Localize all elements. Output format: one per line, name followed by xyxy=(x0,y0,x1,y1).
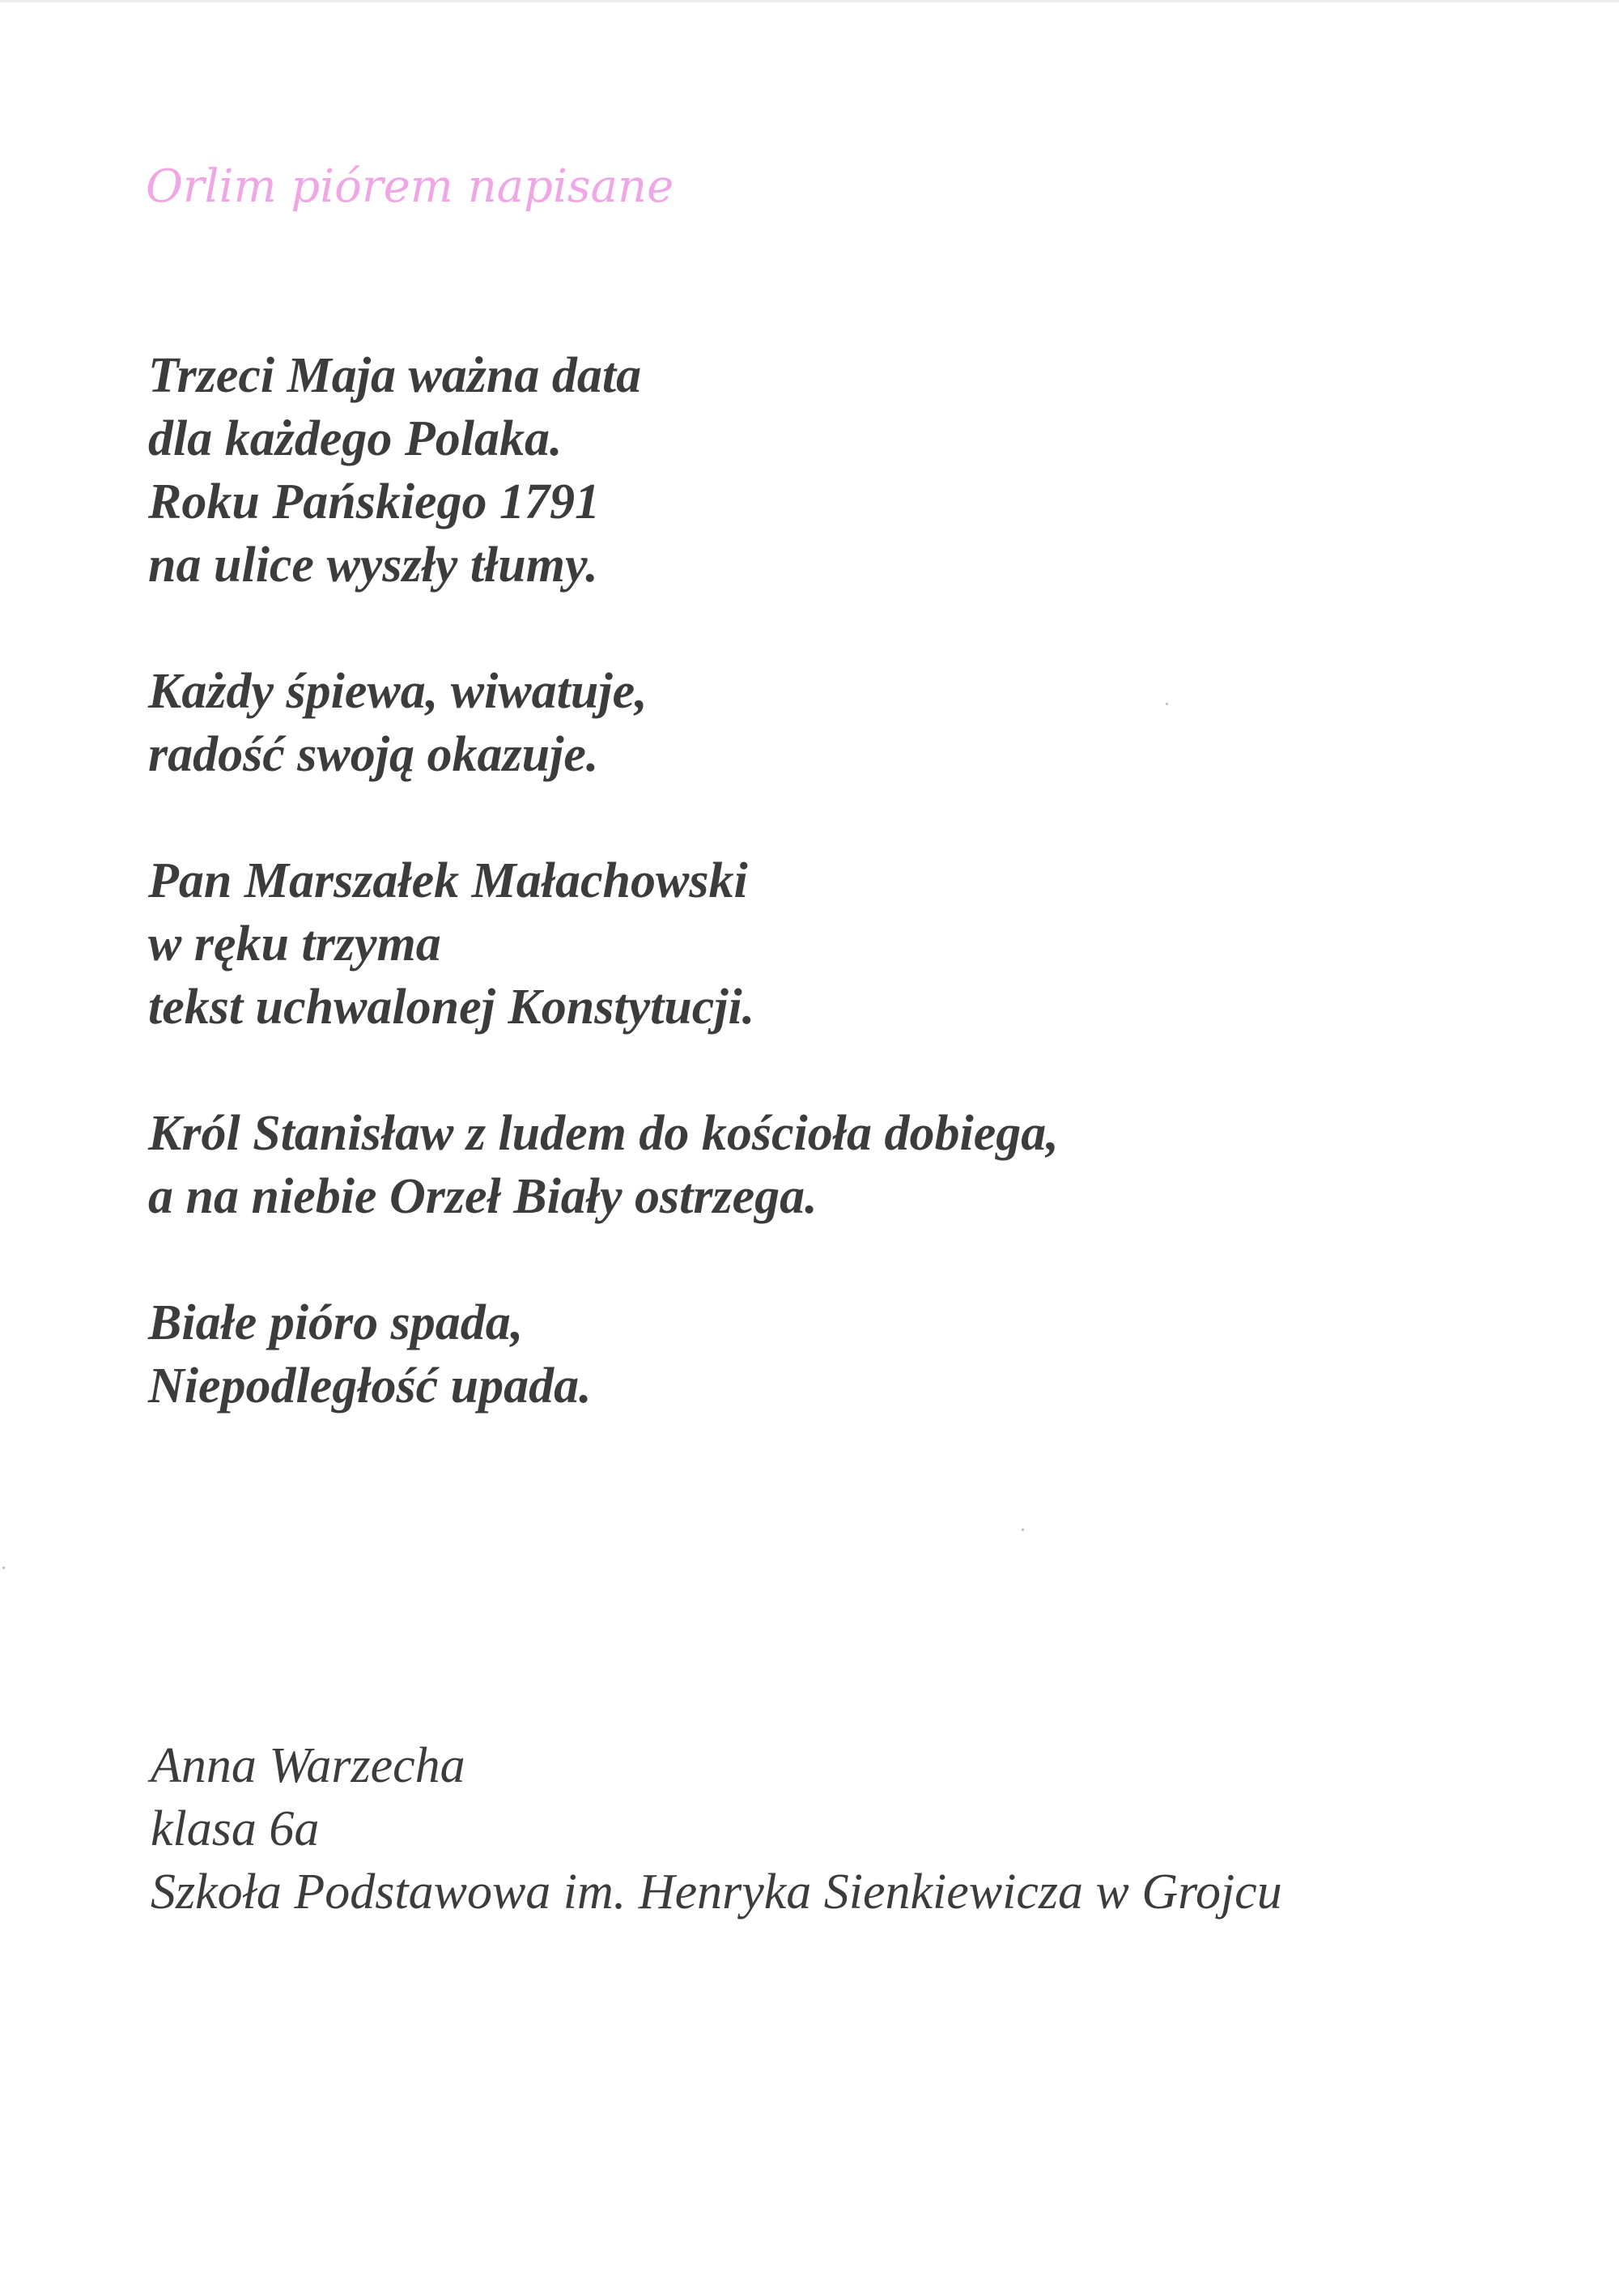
scan-top-edge xyxy=(0,0,1619,2)
poem-body xyxy=(148,344,1524,1481)
stanza-2 xyxy=(148,660,1524,786)
poem-line: Pan Marszałek Małachowski xyxy=(148,853,748,908)
poem-line: dla każdego Polaka. xyxy=(148,411,563,466)
scan-speck xyxy=(1166,703,1168,705)
poem-line: Niepodległość upada. xyxy=(148,1358,592,1414)
poem-line: a na niebie Orzeł Biały ostrzega. xyxy=(148,1169,818,1224)
poem-line: Trzeci Maja ważna data xyxy=(148,348,642,403)
poem-line: na ulice wyszły tłumy. xyxy=(148,538,598,593)
author-name: Anna Warzecha xyxy=(151,1738,465,1793)
poem-line: radość swoją okazuje. xyxy=(148,727,599,782)
stanza-5 xyxy=(148,1291,1524,1418)
poem-line: w ręku trzyma xyxy=(148,916,441,972)
author-school: Szkoła Podstawowa im. Henryka Sienkiewicza w Grojcu xyxy=(151,1864,1282,1920)
stanza-1 xyxy=(148,344,1524,597)
poem-line: Roku Pańskiego 1791 xyxy=(148,474,601,529)
poem-line: Białe pióro spada, xyxy=(148,1295,524,1350)
author-class: klasa 6a xyxy=(151,1801,320,1856)
scan-speck xyxy=(1022,1529,1024,1531)
poem-title: Orlim piórem napisane xyxy=(146,160,674,213)
stanza-4 xyxy=(148,1102,1524,1228)
scan-speck xyxy=(2,1567,5,1569)
stanza-3 xyxy=(148,849,1524,1039)
author-signature xyxy=(151,1734,1282,1924)
poem-line: tekst uchwalonej Konstytucji. xyxy=(148,980,755,1035)
poem-line: Król Stanisław z ludem do kościoła dobiega, xyxy=(148,1106,1059,1161)
poem-line: Każdy śpiewa, wiwatuje, xyxy=(148,664,648,719)
